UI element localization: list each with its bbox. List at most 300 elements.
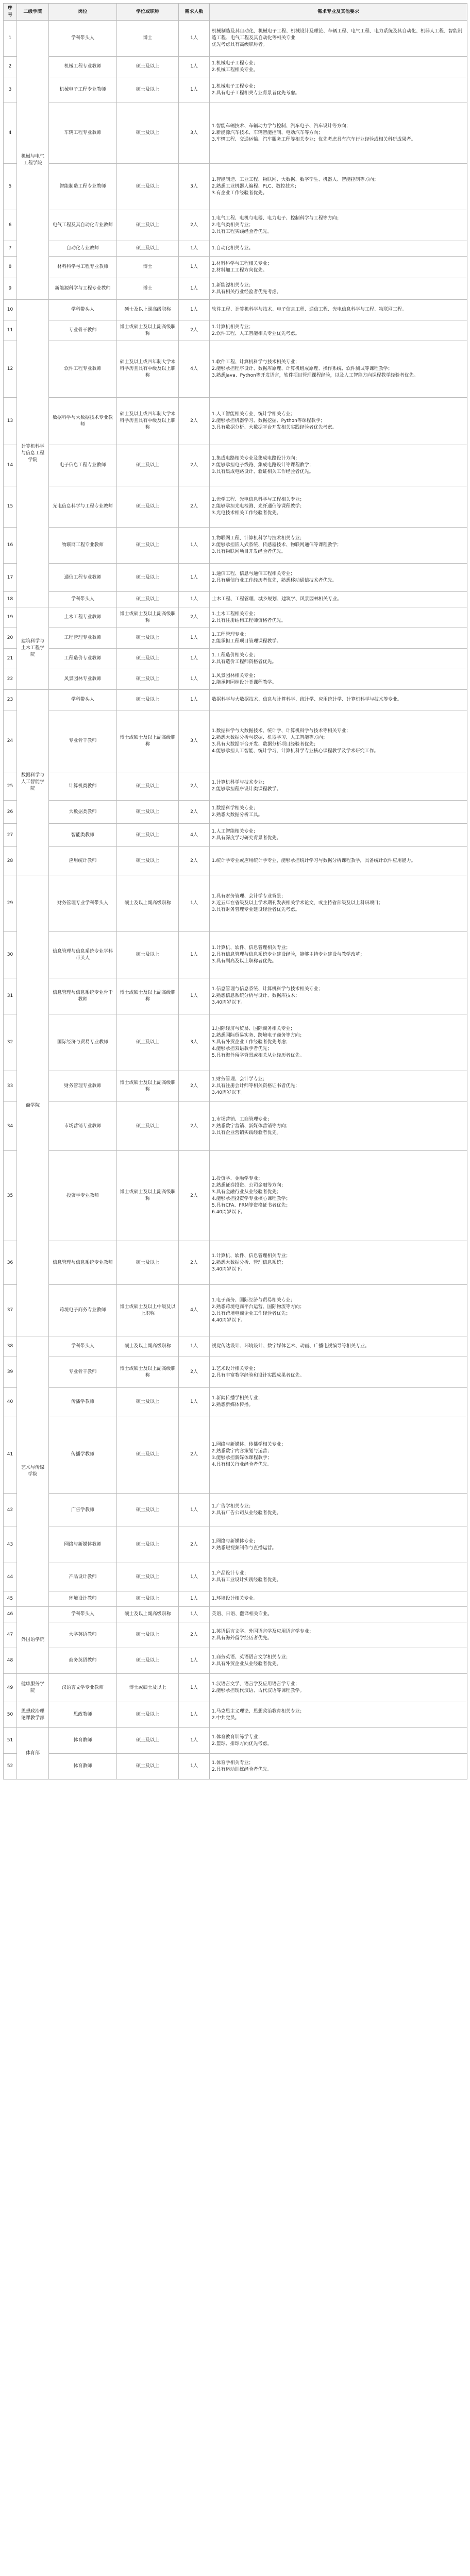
cell-no: 40 bbox=[4, 1388, 17, 1416]
requirement-line: 1.工程造价相关专业； bbox=[212, 652, 258, 658]
cell-post: 学科带头人 bbox=[49, 1607, 117, 1622]
cell-requirements bbox=[210, 241, 467, 257]
requirement-line: 3.具有物联网项目开发经验者优先。 bbox=[212, 549, 286, 555]
cell-count: 4人 bbox=[179, 1285, 210, 1336]
requirement-line: 2.熟悉大数据分析工具。 bbox=[212, 812, 263, 818]
cell-count: 1人 bbox=[179, 300, 210, 320]
requirement-line: 2.具有信息管理与信息系统专业建设经验，能够主持专业建设与教学改革； bbox=[212, 952, 365, 958]
requirement-line: 1.计算机、软件、信息管理相关专业； bbox=[212, 945, 291, 951]
cell-requirements bbox=[210, 1151, 467, 1241]
cell-requirements bbox=[210, 932, 467, 978]
requirement-line: 3.熟悉Java、Python等开发语言，软件项目管理课程经验，以及人工智能方向课程教学经验者优先。 bbox=[212, 373, 418, 379]
requirement-line: 3.有企业工作经验者优先。 bbox=[212, 191, 267, 196]
cell-degree: 硕士及以上 bbox=[117, 1388, 179, 1416]
cell-no: 11 bbox=[4, 320, 17, 341]
cell-requirements bbox=[210, 875, 467, 932]
cell-requirements bbox=[210, 1563, 467, 1591]
table-row bbox=[4, 1388, 467, 1416]
requirement-line: 3.40周岁以下。 bbox=[212, 1000, 246, 1006]
cell-count: 1人 bbox=[179, 1563, 210, 1591]
requirement-line: 2.熟悉工业机器人编程、PLC、数控技术； bbox=[212, 184, 299, 190]
requirement-line: 1.网络与新媒体、传播学相关专业； bbox=[212, 1442, 286, 1447]
table-row bbox=[4, 1285, 467, 1336]
requirement-line: 2.熟悉数字营销、新媒体营销等方向； bbox=[212, 1123, 291, 1129]
requirement-line: 1.风景园林相关专业； bbox=[212, 673, 258, 679]
requirement-line: 2.具有广告公司从业经验者优先。 bbox=[212, 1511, 281, 1516]
cell-requirements bbox=[210, 1416, 467, 1494]
cell-no: 44 bbox=[4, 1563, 17, 1591]
cell-degree: 硕士及以上 bbox=[117, 772, 179, 801]
cell-count: 1人 bbox=[179, 1336, 210, 1357]
cell-requirements bbox=[210, 21, 467, 57]
cell-degree: 硕士及以上 bbox=[117, 1014, 179, 1071]
cell-no: 28 bbox=[4, 847, 17, 875]
cell-degree: 硕士及以上 bbox=[117, 1754, 179, 1780]
recruitment-table bbox=[3, 3, 467, 1780]
cell-requirements bbox=[210, 103, 467, 164]
requirement-line: 1.机械电子工程专业； bbox=[212, 60, 258, 66]
table-body bbox=[4, 21, 467, 1780]
cell-no: 27 bbox=[4, 824, 17, 847]
table-row bbox=[4, 445, 467, 486]
requirement-line: 2.能够承担程序设计类课程教学。 bbox=[212, 787, 281, 792]
table-row bbox=[4, 1071, 467, 1102]
cell-post: 广告学教师 bbox=[49, 1494, 117, 1527]
cell-requirements bbox=[210, 1494, 467, 1527]
header-row bbox=[4, 4, 467, 21]
table-row bbox=[4, 824, 467, 847]
cell-requirements bbox=[210, 300, 467, 320]
cell-no: 18 bbox=[4, 592, 17, 607]
requirement-line: 1.财务管理、会计学专业； bbox=[212, 1077, 267, 1082]
cell-post: 产品设计教师 bbox=[49, 1563, 117, 1591]
requirement-line: 2.具有海外留学经历者优先。 bbox=[212, 1635, 272, 1641]
table-row bbox=[4, 320, 467, 341]
requirement-line: 1.体育教育训练学专业； bbox=[212, 1734, 263, 1740]
cell-post: 传播学教师 bbox=[49, 1416, 117, 1494]
cell-degree: 博士 bbox=[117, 21, 179, 57]
cell-requirements bbox=[210, 210, 467, 241]
cell-degree: 硕士及以上 bbox=[117, 445, 179, 486]
requirement-line: 4.40周岁以下。 bbox=[212, 1317, 246, 1323]
cell-count: 2人 bbox=[179, 1622, 210, 1648]
requirement-line: 2.具有深度学习研究背景者优先。 bbox=[212, 836, 281, 841]
cell-post: 电气工程及其自动化专业教师 bbox=[49, 210, 117, 241]
cell-degree: 硕士及以上 bbox=[117, 164, 179, 210]
cell-degree: 博士或硕士及以上副高级职称 bbox=[117, 710, 179, 772]
requirement-line: 优先考虑具有高级职称者。 bbox=[212, 42, 268, 48]
cell-degree: 硕士及以上 bbox=[117, 847, 179, 875]
requirement-line: 2.具有造价工程师资格者优先。 bbox=[212, 659, 277, 665]
requirement-line: 3.具有数据分析、大数据平台开发相关实践经验者优先考虑。 bbox=[212, 425, 337, 431]
requirement-line: 1.网络与新媒体专业； bbox=[212, 1538, 258, 1544]
cell-degree: 硕士及以上 bbox=[117, 486, 179, 528]
cell-no: 13 bbox=[4, 398, 17, 445]
cell-no: 2 bbox=[4, 57, 17, 77]
table-row bbox=[4, 1151, 467, 1241]
cell-degree: 博士或硕士及以上副高级职称 bbox=[117, 1151, 179, 1241]
header-dept: 二级学院 bbox=[17, 4, 49, 21]
requirement-line: 2.熟悉国际贸易实务、跨境电子商务等方向； bbox=[212, 1033, 305, 1039]
cell-requirements bbox=[210, 628, 467, 649]
cell-count: 4人 bbox=[179, 341, 210, 398]
cell-dept: 商学院 bbox=[17, 875, 49, 1336]
cell-degree: 硕士及以上副高级职称 bbox=[117, 300, 179, 320]
cell-post: 体育教师 bbox=[49, 1754, 117, 1780]
cell-requirements bbox=[210, 1102, 467, 1151]
cell-degree: 硕士及以上副高级职称 bbox=[117, 1336, 179, 1357]
cell-count: 1人 bbox=[179, 1702, 210, 1728]
cell-requirements bbox=[210, 847, 467, 875]
table-row bbox=[4, 1607, 467, 1622]
cell-requirements bbox=[210, 607, 467, 628]
table-row bbox=[4, 210, 467, 241]
cell-count: 1人 bbox=[179, 528, 210, 564]
requirement-line: 2.具有相关行业经验者优先考虑。 bbox=[212, 289, 281, 295]
requirement-line: 1.国际经济与贸易、国际商务相关专业； bbox=[212, 1026, 295, 1031]
requirement-line: 数据科学与大数据技术、信息与计算科学、统计学、应用统计学、计算机科学与技术等专业。 bbox=[212, 697, 402, 703]
cell-no: 31 bbox=[4, 978, 17, 1014]
cell-post: 学科带头人 bbox=[49, 690, 117, 710]
requirement-line: 1.产品设计专业； bbox=[212, 1571, 249, 1577]
cell-degree: 硕士及以上副高级职称 bbox=[117, 875, 179, 932]
cell-no: 8 bbox=[4, 257, 17, 278]
requirement-line: 2.具有通信行业工作经历者优先，熟悉移动通信技术者优先。 bbox=[212, 578, 337, 584]
cell-count: 1人 bbox=[179, 649, 210, 669]
cell-no: 25 bbox=[4, 772, 17, 801]
cell-count: 1人 bbox=[179, 1607, 210, 1622]
cell-post: 自动化专业教师 bbox=[49, 241, 117, 257]
cell-no: 46 bbox=[4, 1607, 17, 1622]
cell-post: 工程造价专业教师 bbox=[49, 649, 117, 669]
table-row bbox=[4, 710, 467, 772]
cell-degree: 硕士及以上 bbox=[117, 103, 179, 164]
requirement-line: 1.环境设计相关专业。 bbox=[212, 1596, 258, 1602]
cell-requirements bbox=[210, 564, 467, 592]
requirement-line: 1.智能制造、工业工程、物联网、大数据、数字孪生、机器人、智能控制等方向； bbox=[212, 177, 379, 183]
cell-post: 投资学专业教师 bbox=[49, 1151, 117, 1241]
cell-count: 1人 bbox=[179, 875, 210, 932]
cell-no: 14 bbox=[4, 445, 17, 486]
cell-post: 环境设计教师 bbox=[49, 1591, 117, 1607]
requirement-line: 1.物联网工程、计算机科学与技术相关专业； bbox=[212, 536, 305, 541]
requirement-line: 3.具有跨境电商企业工作经验者优先； bbox=[212, 1311, 291, 1316]
cell-degree: 硕士及以上 bbox=[117, 210, 179, 241]
cell-no: 19 bbox=[4, 607, 17, 628]
cell-count: 2人 bbox=[179, 607, 210, 628]
requirement-line: 2.材料加工工程方向优先。 bbox=[212, 267, 267, 273]
cell-no: 7 bbox=[4, 241, 17, 257]
requirement-line: 1.投资学、金融学专业； bbox=[212, 1176, 263, 1181]
cell-degree: 硕士及以上 bbox=[117, 1494, 179, 1527]
cell-requirements bbox=[210, 1702, 467, 1728]
requirement-line: 2.熟悉大数据分析、管理信息系统； bbox=[212, 1260, 286, 1265]
cell-requirements bbox=[210, 1591, 467, 1607]
table-row bbox=[4, 1527, 467, 1563]
requirement-line: 1.英语语言文学、外国语言学及应用语言学专业； bbox=[212, 1629, 314, 1634]
requirement-line: 2.能够承担光电检测、光纤通信等课程教学； bbox=[212, 504, 305, 510]
cell-no: 33 bbox=[4, 1071, 17, 1102]
cell-requirements bbox=[210, 1527, 467, 1563]
cell-count: 2人 bbox=[179, 1357, 210, 1388]
cell-degree: 硕士及以上 bbox=[117, 1241, 179, 1285]
cell-no: 47 bbox=[4, 1622, 17, 1648]
cell-no: 30 bbox=[4, 932, 17, 978]
cell-post: 传播学教师 bbox=[49, 1388, 117, 1416]
cell-degree: 博士或硕士及以上中级及以上职称 bbox=[117, 1285, 179, 1336]
cell-post: 风景园林专业教师 bbox=[49, 669, 117, 690]
cell-post: 信息管理与信息系统专业教师 bbox=[49, 1241, 117, 1285]
requirement-line: 1.土木工程相关专业； bbox=[212, 611, 258, 617]
cell-degree: 硕士及以上或四年制大学本科学历且具有中级及以上职称 bbox=[117, 341, 179, 398]
cell-post: 体育教师 bbox=[49, 1728, 117, 1754]
requirement-line: 3.具有金融行业从业经验者优先； bbox=[212, 1190, 281, 1195]
table-row bbox=[4, 1102, 467, 1151]
requirement-line: 2.软件工程、人工智能相关专业优先考虑。 bbox=[212, 331, 300, 336]
cell-dept: 思想政治理论课教学部 bbox=[17, 1702, 49, 1728]
table-row bbox=[4, 1728, 467, 1754]
cell-requirements bbox=[210, 77, 467, 103]
cell-post: 光电信息科学与工程专业教师 bbox=[49, 486, 117, 528]
cell-post: 国际经济与贸易专业教师 bbox=[49, 1014, 117, 1071]
cell-post: 计算机类教师 bbox=[49, 772, 117, 801]
requirement-line: 4.能够承担投资学专业核心课程教学； bbox=[212, 1196, 291, 1202]
cell-degree: 硕士及以上 bbox=[117, 1648, 179, 1674]
cell-count: 1人 bbox=[179, 1388, 210, 1416]
cell-count: 4人 bbox=[179, 824, 210, 847]
table-row bbox=[4, 1563, 467, 1591]
cell-count: 2人 bbox=[179, 1241, 210, 1285]
cell-requirements bbox=[210, 978, 467, 1014]
cell-post: 汉语言文学专业教师 bbox=[49, 1674, 117, 1702]
cell-no: 21 bbox=[4, 649, 17, 669]
cell-no: 50 bbox=[4, 1702, 17, 1728]
cell-dept: 建筑科学与土木工程学院 bbox=[17, 607, 49, 690]
table-row bbox=[4, 978, 467, 1014]
cell-degree: 博士或硕士及以上副高级职称 bbox=[117, 607, 179, 628]
cell-count: 3人 bbox=[179, 103, 210, 164]
cell-post: 智能制造工程专业教师 bbox=[49, 164, 117, 210]
cell-requirements bbox=[210, 1648, 467, 1674]
cell-no: 1 bbox=[4, 21, 17, 57]
header-count: 需求人数 bbox=[179, 4, 210, 21]
cell-degree: 硕士及以上 bbox=[117, 77, 179, 103]
cell-count: 1人 bbox=[179, 564, 210, 592]
table-row bbox=[4, 164, 467, 210]
cell-no: 12 bbox=[4, 341, 17, 398]
cell-post: 应用统计教师 bbox=[49, 847, 117, 875]
cell-requirements bbox=[210, 1285, 467, 1336]
header-no: 序号 bbox=[4, 4, 17, 21]
table-row bbox=[4, 1416, 467, 1494]
requirement-line: 1.人工智能相关专业； bbox=[212, 829, 258, 835]
cell-count: 1人 bbox=[179, 1754, 210, 1780]
requirement-line: 1.新闻传播学相关专业； bbox=[212, 1396, 263, 1401]
cell-count: 1人 bbox=[179, 57, 210, 77]
requirement-line: 2.具有运动训练经验者优先。 bbox=[212, 1767, 272, 1772]
cell-degree: 博士或硕士及以上 bbox=[117, 1674, 179, 1702]
table-row bbox=[4, 1754, 467, 1780]
requirement-line: 1.电子商务、国际经济与贸易相关专业； bbox=[212, 1297, 295, 1303]
cell-count: 1人 bbox=[179, 1648, 210, 1674]
requirement-line: 机械制造及其自动化、机械电子工程、机械设计及理论、车辆工程、电气工程、电力系统及其自动化、机器人工程、智能制造工程、电气工程及其自动化等相关专业 bbox=[212, 29, 463, 41]
cell-no: 10 bbox=[4, 300, 17, 320]
requirement-line: 3.具有集成电路设计、验证相关工作经验者优先。 bbox=[212, 469, 314, 475]
cell-requirements bbox=[210, 592, 467, 607]
table-row bbox=[4, 1336, 467, 1357]
cell-no: 43 bbox=[4, 1527, 17, 1563]
requirement-line: 3.能够承担新媒体课程教学； bbox=[212, 1455, 272, 1461]
cell-requirements bbox=[210, 278, 467, 300]
cell-dept: 体育部 bbox=[17, 1728, 49, 1780]
cell-requirements bbox=[210, 398, 467, 445]
cell-no: 42 bbox=[4, 1494, 17, 1527]
cell-post: 市场营销专业教师 bbox=[49, 1102, 117, 1151]
cell-degree: 硕士及以上 bbox=[117, 57, 179, 77]
cell-no: 37 bbox=[4, 1285, 17, 1336]
cell-no: 20 bbox=[4, 628, 17, 649]
cell-count: 1人 bbox=[179, 1494, 210, 1527]
cell-post: 土木工程专业教师 bbox=[49, 607, 117, 628]
cell-count: 1人 bbox=[179, 241, 210, 257]
cell-dept: 机械与电气工程学院 bbox=[17, 21, 49, 300]
requirement-line: 2.能承担工程项目管理课程教学。 bbox=[212, 638, 281, 644]
table-row bbox=[4, 1702, 467, 1728]
cell-requirements bbox=[210, 445, 467, 486]
table-row bbox=[4, 1622, 467, 1648]
cell-count: 1人 bbox=[179, 978, 210, 1014]
cell-requirements bbox=[210, 1241, 467, 1285]
cell-requirements bbox=[210, 320, 467, 341]
table-row bbox=[4, 1014, 467, 1071]
table-row bbox=[4, 1494, 467, 1527]
cell-degree: 硕士及以上 bbox=[117, 1591, 179, 1607]
cell-no: 49 bbox=[4, 1674, 17, 1702]
cell-degree: 硕士及以上 bbox=[117, 649, 179, 669]
cell-degree: 硕士及以上 bbox=[117, 824, 179, 847]
table-row bbox=[4, 1648, 467, 1674]
requirement-line: 2.能够承担程序设计、数据库原理、计算机组成原理、操作系统、软件测试等课程教学； bbox=[212, 366, 393, 372]
cell-post: 网络与新媒体教师 bbox=[49, 1527, 117, 1563]
table-row bbox=[4, 875, 467, 932]
cell-count: 3人 bbox=[179, 1014, 210, 1071]
requirement-line: 2.具有外贸企业从业经验者优先。 bbox=[212, 1661, 281, 1667]
cell-no: 16 bbox=[4, 528, 17, 564]
cell-requirements bbox=[210, 1754, 467, 1780]
cell-requirements bbox=[210, 1607, 467, 1622]
cell-post: 信息管理与信息系统专业骨干教师 bbox=[49, 978, 117, 1014]
cell-count: 2人 bbox=[179, 1527, 210, 1563]
table-row bbox=[4, 690, 467, 710]
cell-post: 财务管理专业教师 bbox=[49, 1071, 117, 1102]
requirement-line: 英语、日语、翻译相关专业。 bbox=[212, 1612, 273, 1617]
cell-no: 35 bbox=[4, 1151, 17, 1241]
cell-requirements bbox=[210, 257, 467, 278]
requirement-line: 4.能够承担双语教学者优先； bbox=[212, 1046, 272, 1052]
cell-requirements bbox=[210, 669, 467, 690]
cell-no: 52 bbox=[4, 1754, 17, 1780]
header-post: 岗位 bbox=[49, 4, 117, 21]
cell-requirements bbox=[210, 801, 467, 824]
table-row bbox=[4, 486, 467, 528]
cell-requirements bbox=[210, 164, 467, 210]
requirement-line: 2.能够承担电子线路、集成电路设计等课程教学； bbox=[212, 463, 314, 468]
cell-post: 商务英语教师 bbox=[49, 1648, 117, 1674]
cell-requirements bbox=[210, 824, 467, 847]
cell-count: 2人 bbox=[179, 847, 210, 875]
requirement-line: 视觉传达设计、环境设计、数字媒体艺术、动画、广播电视编导等相关专业。 bbox=[212, 1344, 370, 1349]
requirement-line: 1.信息管理与信息系统、计算机科学与技术相关专业； bbox=[212, 987, 323, 992]
requirement-line: 2.近五年在省级及以上学术期刊发表相关学术论文，或主持省部级及以上科研项目； bbox=[212, 901, 383, 906]
table-row bbox=[4, 21, 467, 57]
cell-no: 36 bbox=[4, 1241, 17, 1285]
cell-degree: 硕士及以上 bbox=[117, 1563, 179, 1591]
requirement-line: 4.具有相关行业经验者优先。 bbox=[212, 1462, 272, 1467]
cell-count: 1人 bbox=[179, 257, 210, 278]
cell-degree: 硕士及以上 bbox=[117, 669, 179, 690]
cell-requirements bbox=[210, 710, 467, 772]
cell-degree: 博士 bbox=[117, 257, 179, 278]
cell-degree: 硕士及以上 bbox=[117, 801, 179, 824]
cell-post: 信息管理与信息系统专业学科带头人 bbox=[49, 932, 117, 978]
cell-no: 34 bbox=[4, 1102, 17, 1151]
cell-degree: 硕士及以上 bbox=[117, 1622, 179, 1648]
cell-count: 2人 bbox=[179, 801, 210, 824]
cell-no: 5 bbox=[4, 164, 17, 210]
cell-count: 1人 bbox=[179, 690, 210, 710]
requirement-line: 1.数据科学与大数据技术、统计学、计算机科学与技术等相关专业； bbox=[212, 728, 351, 734]
requirement-line: 1.计算机、软件、信息管理相关专业； bbox=[212, 1253, 291, 1259]
requirement-line: 4.能够承担人工智能、统计学习、计算机科学专业核心课程教学及学术研究工作。 bbox=[212, 748, 379, 754]
cell-count: 3人 bbox=[179, 164, 210, 210]
cell-count: 1人 bbox=[179, 932, 210, 978]
cell-post: 车辆工程专业教师 bbox=[49, 103, 117, 164]
table-row bbox=[4, 669, 467, 690]
requirement-line: 2.具有工业设计实践经验者优先。 bbox=[212, 1578, 281, 1583]
cell-post: 机械工程专业教师 bbox=[49, 57, 117, 77]
cell-degree: 硕士及以上 bbox=[117, 628, 179, 649]
cell-dept: 计算机科学与信息工程学院 bbox=[17, 300, 49, 607]
cell-degree: 博士或硕士及以上副高级职称 bbox=[117, 1071, 179, 1102]
cell-dept: 健康服务学院 bbox=[17, 1674, 49, 1702]
cell-count: 1人 bbox=[179, 77, 210, 103]
cell-count: 2人 bbox=[179, 1416, 210, 1494]
cell-requirements bbox=[210, 1357, 467, 1388]
requirement-line: 2.能够承担现代汉语、古代汉语等课程教学。 bbox=[212, 1688, 305, 1694]
cell-count: 1人 bbox=[179, 1728, 210, 1754]
cell-post: 专业骨干教师 bbox=[49, 710, 117, 772]
table-row bbox=[4, 241, 467, 257]
requirement-line: 软件工程、计算机科学与技术、电子信息工程、通信工程、光电信息科学与工程、物联网工程。 bbox=[212, 307, 407, 313]
cell-degree: 硕士及以上 bbox=[117, 564, 179, 592]
table-row bbox=[4, 398, 467, 445]
requirement-line: 3.光电技术相关工作经验者优先。 bbox=[212, 511, 281, 516]
cell-count: 2人 bbox=[179, 1071, 210, 1102]
cell-count: 1人 bbox=[179, 1591, 210, 1607]
cell-requirements bbox=[210, 57, 467, 77]
cell-no: 15 bbox=[4, 486, 17, 528]
cell-count: 2人 bbox=[179, 445, 210, 486]
requirement-line: 2.电气类相关专业； bbox=[212, 223, 254, 228]
cell-post: 工程管理专业教师 bbox=[49, 628, 117, 649]
requirement-line: 1.软件工程、计算机科学与技术相关专业； bbox=[212, 360, 300, 365]
requirement-line: 1.具有财务管理、会计学专业背景； bbox=[212, 894, 286, 900]
cell-requirements bbox=[210, 486, 467, 528]
table-row bbox=[4, 528, 467, 564]
cell-post: 物联网工程专业教师 bbox=[49, 528, 117, 564]
requirement-line: 3.具有外贸企业工作经验者优先考虑； bbox=[212, 1040, 291, 1045]
requirement-line: 2.中共党员。 bbox=[212, 1715, 240, 1721]
